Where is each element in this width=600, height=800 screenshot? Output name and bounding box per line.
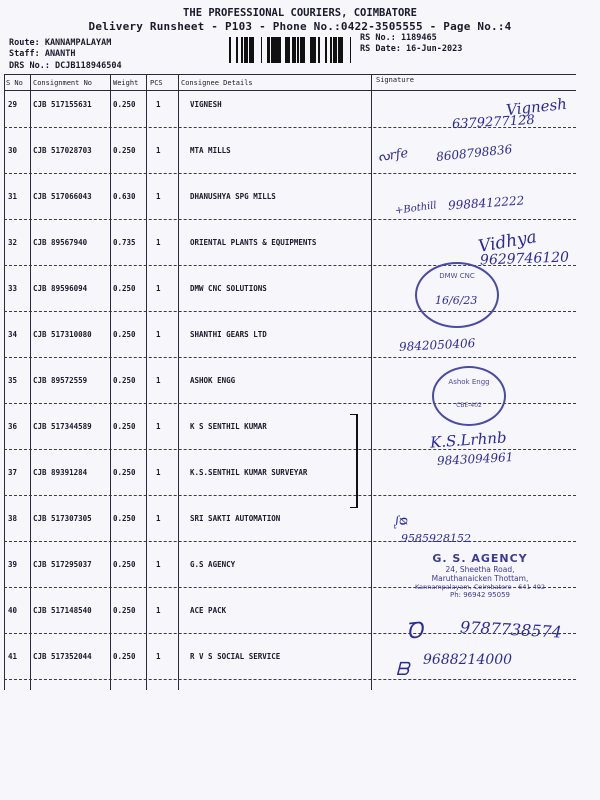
row-weight: 0.250: [113, 376, 136, 385]
row-consignment-no: CJB 517307305: [33, 514, 92, 523]
row-sno: 40: [8, 606, 18, 615]
dmw-stamp: [415, 262, 499, 328]
row-sno: 41: [8, 652, 18, 661]
barcode-bar: [330, 37, 332, 63]
row-sno: 34: [8, 330, 18, 339]
row-consignment-no: CJB 517344589: [33, 422, 92, 431]
row-pcs: 1: [156, 560, 161, 569]
row-weight: 0.250: [113, 606, 136, 615]
row-consignee: VIGNESH: [190, 100, 222, 109]
rs-date: RS Date: 16-Jun-2023: [360, 44, 463, 54]
bracket-mark: [350, 414, 358, 508]
row-sno: 35: [8, 376, 18, 385]
col-header-pcs: PCS: [150, 79, 163, 87]
row-consignee: K.S.SENTHIL KUMAR SURVEYAR: [190, 468, 308, 477]
row-pcs: 1: [156, 514, 161, 523]
col-divider: [146, 74, 147, 690]
drs-number: DRS No.: DCJB118946504: [9, 61, 122, 71]
barcode-bar: [280, 37, 281, 63]
row-weight: 0.250: [113, 514, 136, 523]
row-separator: [4, 449, 576, 450]
signature-40-mark: Ꝺ: [404, 618, 425, 645]
barcode-bar: [340, 37, 343, 63]
row-consignment-no: CJB 517352044: [33, 652, 92, 661]
row-weight: 0.250: [113, 284, 136, 293]
row-consignment-no: CJB 517028703: [33, 146, 92, 155]
row-pcs: 1: [156, 100, 161, 109]
row-consignment-no: CJB 89567940: [33, 238, 88, 247]
signature-30-mark: ᔓrfe: [377, 145, 410, 166]
signature-38-phone: 9585928152: [401, 532, 471, 545]
col-header-consignee: Consignee Details: [181, 79, 253, 87]
signature-40-phone: 9787738574: [459, 617, 563, 642]
barcode-bar: [334, 37, 335, 63]
row-separator: [4, 495, 576, 496]
barcode-bar: [241, 37, 243, 63]
gs-agency-name: G. S. AGENCY: [432, 552, 528, 565]
row-sno: 37: [8, 468, 18, 477]
barcode-bar: [249, 37, 251, 63]
signature-41-mark: ᗷ: [396, 659, 409, 680]
row-sno: 36: [8, 422, 18, 431]
row-pcs: 1: [156, 468, 161, 477]
signature-36-mark: K.S.Lrhnb: [429, 428, 508, 452]
row-pcs: 1: [156, 422, 161, 431]
barcode-bar: [338, 37, 340, 63]
row-sno: 31: [8, 192, 18, 201]
rs-number: RS No.: 1189465: [360, 33, 437, 43]
row-separator: [4, 173, 576, 174]
barcode: [229, 37, 353, 63]
row-pcs: 1: [156, 284, 161, 293]
signature-41-phone: 9688214000: [423, 652, 513, 668]
row-consignment-no: CJB 517295037: [33, 560, 92, 569]
barcode-bar: [335, 37, 337, 63]
barcode-bar: [236, 37, 238, 63]
signature-30-phone: 8608798836: [435, 142, 513, 164]
signature-31-phone: 9988412222: [447, 193, 525, 213]
barcode-bar: [303, 37, 305, 63]
table-top-rule: [4, 74, 576, 75]
barcode-bar: [279, 37, 280, 63]
signature-29-phone: 6379277128: [451, 112, 536, 133]
barcode-bar: [350, 37, 351, 63]
col-header-weight: Weight: [113, 79, 139, 87]
row-consignee: DHANUSHYA SPG MILLS: [190, 192, 276, 201]
row-pcs: 1: [156, 376, 161, 385]
row-consignee: SRI SAKTI AUTOMATION: [190, 514, 281, 523]
row-sno: 29: [8, 100, 18, 109]
row-consignment-no: CJB 517155631: [33, 100, 92, 109]
row-sno: 30: [8, 146, 18, 155]
barcode-bar: [244, 37, 245, 63]
row-separator: [4, 357, 576, 358]
barcode-bar: [246, 37, 248, 63]
row-consignment-no: CJB 517310080: [33, 330, 92, 339]
row-separator: [4, 679, 576, 680]
barcode-bar: [292, 37, 293, 63]
row-consignee: DMW CNC SOLUTIONS: [190, 284, 267, 293]
company-title: THE PROFESSIONAL COURIERS, COIMBATORE: [183, 7, 417, 19]
row-sno: 32: [8, 238, 18, 247]
signature-36-phone: 9843094961: [436, 450, 514, 468]
ashok-engg-stamp: [432, 366, 506, 426]
gs-agency-phone: Ph: 96942 95059: [449, 591, 510, 599]
barcode-bar: [297, 37, 299, 63]
barcode-bar: [271, 37, 272, 63]
ashok-stamp-name: Ashok Engg: [448, 378, 490, 386]
barcode-bar: [275, 37, 278, 63]
barcode-bar: [313, 37, 316, 63]
row-consignee: G.S AGENCY: [190, 560, 236, 569]
row-separator: [4, 541, 576, 542]
staff-label: Staff: ANANTH: [9, 49, 76, 59]
table-header-rule: [4, 90, 576, 91]
signature-29-name: Vignesh: [505, 94, 568, 120]
row-consignment-no: CJB 89391284: [33, 468, 88, 477]
row-consignee: R V S SOCIAL SERVICE: [190, 652, 281, 661]
barcode-bar: [287, 37, 289, 63]
barcode-bar: [300, 37, 303, 63]
row-consignee: ASHOK ENGG: [190, 376, 236, 385]
row-consignment-no: CJB 89572559: [33, 376, 88, 385]
row-pcs: 1: [156, 652, 161, 661]
row-consignment-no: CJB 89596094: [33, 284, 88, 293]
row-pcs: 1: [156, 606, 161, 615]
dmw-stamp-name: DMW CNC: [439, 272, 475, 280]
row-weight: 0.250: [113, 652, 136, 661]
row-sno: 38: [8, 514, 18, 523]
barcode-bar: [285, 37, 287, 63]
col-header-sno: S No: [6, 79, 23, 87]
dmw-stamp-date: 16/6/23: [435, 294, 478, 307]
barcode-bar: [289, 37, 290, 63]
row-weight: 0.250: [113, 468, 136, 477]
route-label: Route: KANNAMPALAYAM: [9, 38, 112, 48]
col-header-signature: Signature: [376, 76, 414, 84]
barcode-bar: [229, 37, 231, 63]
row-pcs: 1: [156, 146, 161, 155]
row-weight: 0.250: [113, 330, 136, 339]
row-pcs: 1: [156, 192, 161, 201]
barcode-bar: [333, 37, 334, 63]
signature-32-name: Vidhya: [476, 227, 539, 257]
row-consignee: K S SENTHIL KUMAR: [190, 422, 267, 431]
row-consignment-no: CJB 517066043: [33, 192, 92, 201]
barcode-bar: [278, 37, 279, 63]
ashok-stamp-city: CBE-402: [456, 402, 482, 409]
barcode-bar: [272, 37, 275, 63]
row-weight: 0.630: [113, 192, 136, 201]
row-consignee: ORIENTAL PLANTS & EQUIPMENTS: [190, 238, 317, 247]
barcode-bar: [261, 37, 262, 63]
row-pcs: 1: [156, 238, 161, 247]
col-divider: [110, 74, 111, 690]
barcode-bar: [293, 37, 296, 63]
col-divider: [371, 74, 372, 690]
barcode-bar: [245, 37, 246, 63]
barcode-bar: [318, 37, 320, 63]
row-consignee: SHANTHI GEARS LTD: [190, 330, 267, 339]
signature-34-phone: 9842050406: [398, 336, 476, 354]
row-sno: 33: [8, 284, 18, 293]
signature-38-mark: ᶘᴓ: [394, 512, 409, 530]
barcode-bar: [310, 37, 313, 63]
row-consignee: MTA MILLS: [190, 146, 231, 155]
barcode-bar: [251, 37, 254, 63]
row-weight: 0.250: [113, 560, 136, 569]
row-pcs: 1: [156, 330, 161, 339]
row-weight: 0.250: [113, 100, 136, 109]
runsheet-subtitle: Delivery Runsheet - P103 - Phone No.:0422-3505555 - Page No.:4: [88, 20, 512, 33]
row-separator: [4, 219, 576, 220]
col-divider: [4, 74, 5, 690]
barcode-bar: [325, 37, 327, 63]
row-weight: 0.250: [113, 422, 136, 431]
row-consignee: ACE PACK: [190, 606, 227, 615]
col-divider: [178, 74, 179, 690]
col-header-consignment: Consignment No: [33, 79, 93, 87]
signature-31-mark: +Bothill: [394, 200, 438, 217]
col-divider: [30, 74, 31, 690]
row-weight: 0.250: [113, 146, 136, 155]
gs-agency-line1: 24, Sheetha Road,: [445, 565, 515, 574]
row-consignment-no: CJB 517148540: [33, 606, 92, 615]
row-sno: 39: [8, 560, 18, 569]
signature-32-phone: 9629746120: [479, 249, 570, 269]
gs-agency-stamp: [380, 552, 580, 599]
gs-agency-line2: Maruthanaicken Thottam,: [431, 574, 529, 583]
row-weight: 0.735: [113, 238, 136, 247]
gs-agency-line3: Kannampalayam, Coimbatore - 641 402: [414, 583, 546, 591]
barcode-bar: [267, 37, 270, 63]
